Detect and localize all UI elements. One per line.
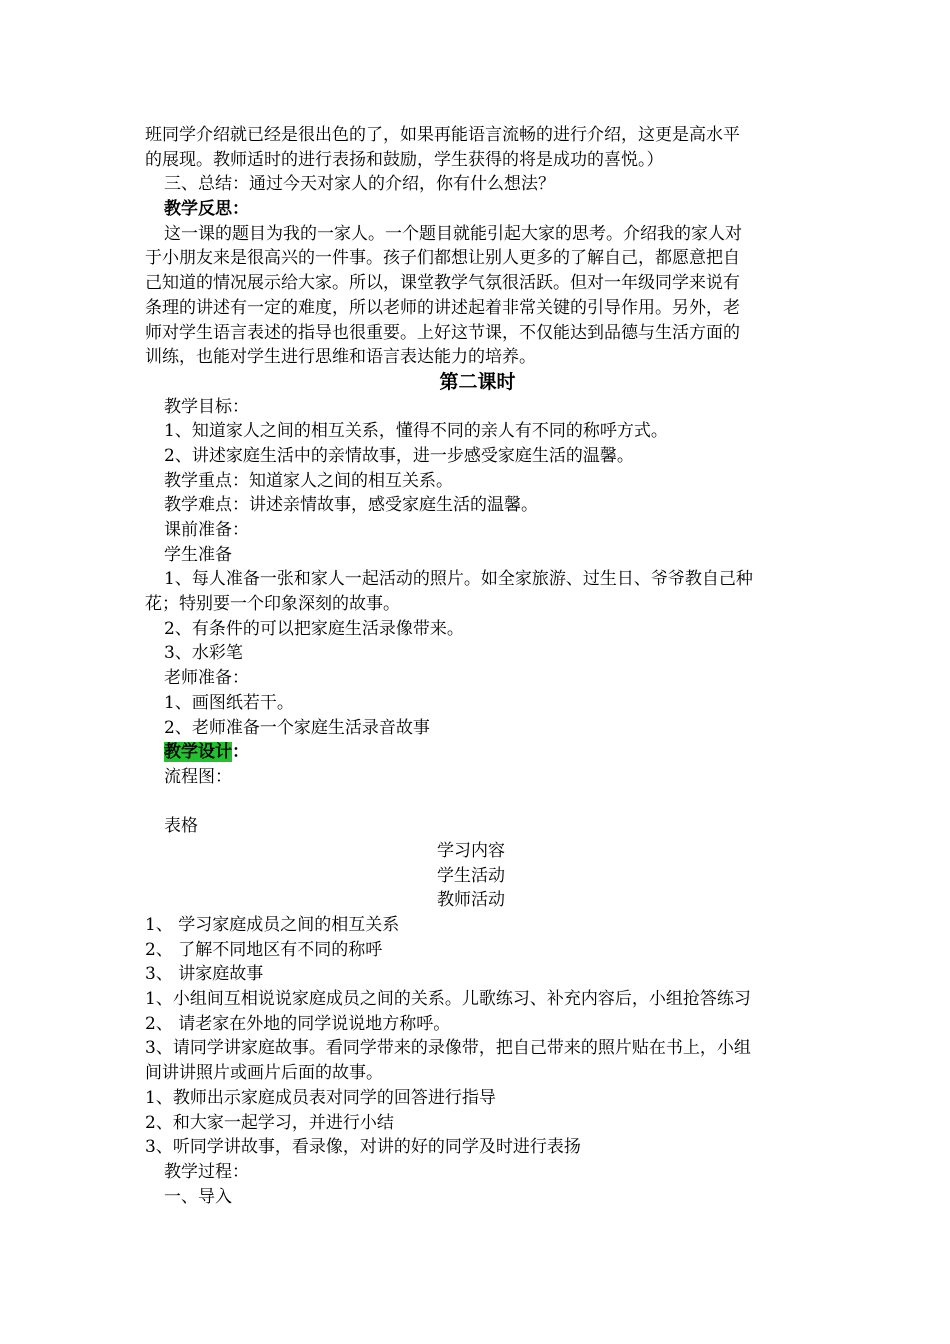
student-prep-item: 2、有条件的可以把家庭生活录像带来。 [164, 618, 464, 639]
blank-line [145, 790, 810, 815]
student-activity-item: 1、小组间互相说说家庭成员之间的关系。儿歌练习、补充内容后，小组抢答练习 [145, 989, 751, 1010]
learning-content-item: 2、 了解不同地区有不同的称呼 [145, 939, 383, 960]
reflection-heading: 教学反思： [164, 199, 249, 220]
design-heading-highlight: 教学设计 [164, 742, 232, 763]
key-point: 教学重点：知道家人之间的相互关系。 [164, 470, 453, 491]
reflection-line: 条理的讲述有一定的难度，所以老师的讲述起着非常关键的引导作用。另外，老 [145, 297, 740, 318]
reflection-line: 这一课的题目为我的一家人。一个题目就能引起大家的思考。介绍我的家人对 [164, 223, 742, 244]
reflection-line: 师对学生语言表述的指导也很重要。上好这节课，不仅能达到品德与生活方面的 [145, 322, 740, 343]
goals-heading: 教学目标： [164, 396, 249, 417]
learning-content-item: 3、 讲家庭故事 [145, 964, 264, 985]
design-heading [145, 740, 810, 765]
paragraph-line: 班同学介绍就已经是很出色的了，如果再能语言流畅的进行介绍，这更是高水平 [145, 125, 740, 145]
summary-line: 三、总结：通过今天对家人的介绍，你有什么想法？ [164, 174, 555, 195]
table-header: 学习内容 [437, 840, 505, 861]
teacher-activity-item: 2、和大家一起学习，并进行小结 [145, 1112, 394, 1133]
process-heading: 教学过程： [164, 1161, 249, 1182]
flowchart-label: 流程图： [164, 766, 232, 787]
teacher-prep-item: 2、老师准备一个家庭生活录音故事 [164, 717, 430, 738]
table-header: 学生活动 [437, 865, 505, 886]
teacher-prep-heading: 老师准备： [164, 668, 249, 689]
design-heading-colon: ： [232, 742, 249, 763]
goal-item: 2、讲述家庭生活中的亲情故事，进一步感受家庭生活的温馨。 [164, 445, 634, 466]
reflection-line: 于小朋友来是很高兴的一件事。孩子们都想让别人更多的了解自己，都愿意把自 [145, 248, 740, 269]
learning-content-item: 1、 学习家庭成员之间的相互关系 [145, 915, 400, 935]
student-prep-heading: 学生准备 [164, 544, 232, 565]
student-prep-item: 花；特别要一个印象深刻的故事。 [145, 594, 400, 615]
paragraph-line: 的展现。教师适时的进行表扬和鼓励，学生获得的将是成功的喜悦。） [145, 149, 664, 170]
process-step: 一、导入 [164, 1186, 232, 1207]
student-prep-item: 3、水彩笔 [164, 643, 243, 664]
reflection-line: 己知道的情况展示给大家。所以，课堂教学气氛很活跃。但对一年级同学来说有 [145, 273, 740, 294]
goal-item: 1、知道家人之间的相互关系，懂得不同的亲人有不同的称呼方式。 [164, 421, 668, 442]
teacher-activity-item: 3、听同学讲故事，看录像，对讲的好的同学及时进行表扬 [145, 1137, 581, 1158]
difficulty: 教学难点：讲述亲情故事，感受家庭生活的温馨。 [164, 495, 538, 516]
prep-heading: 课前准备： [164, 520, 249, 540]
reflection-line: 训练，也能对学生进行思维和语言表达能力的培养。 [145, 347, 536, 368]
section-title: 第二课时 [439, 370, 516, 393]
document-page [145, 123, 810, 1209]
teacher-prep-item: 1、画图纸若干。 [164, 692, 294, 713]
student-prep-item: 1、每人准备一张和家人一起活动的照片。如全家旅游、过生日、爷爷教自己种 [164, 569, 753, 590]
teacher-activity-item: 1、教师出示家庭成员表对同学的回答进行指导 [145, 1087, 496, 1108]
table-header: 教师活动 [437, 890, 505, 911]
student-activity-item: 3、请同学讲家庭故事。看同学带来的录像带，把自己带来的照片贴在书上，小组 [145, 1038, 751, 1059]
table-label: 表格 [164, 816, 198, 837]
student-activity-item: 2、 请老家在外地的同学说说地方称呼。 [145, 1013, 451, 1034]
student-activity-item: 间讲讲照片或画片后面的故事。 [145, 1063, 383, 1084]
